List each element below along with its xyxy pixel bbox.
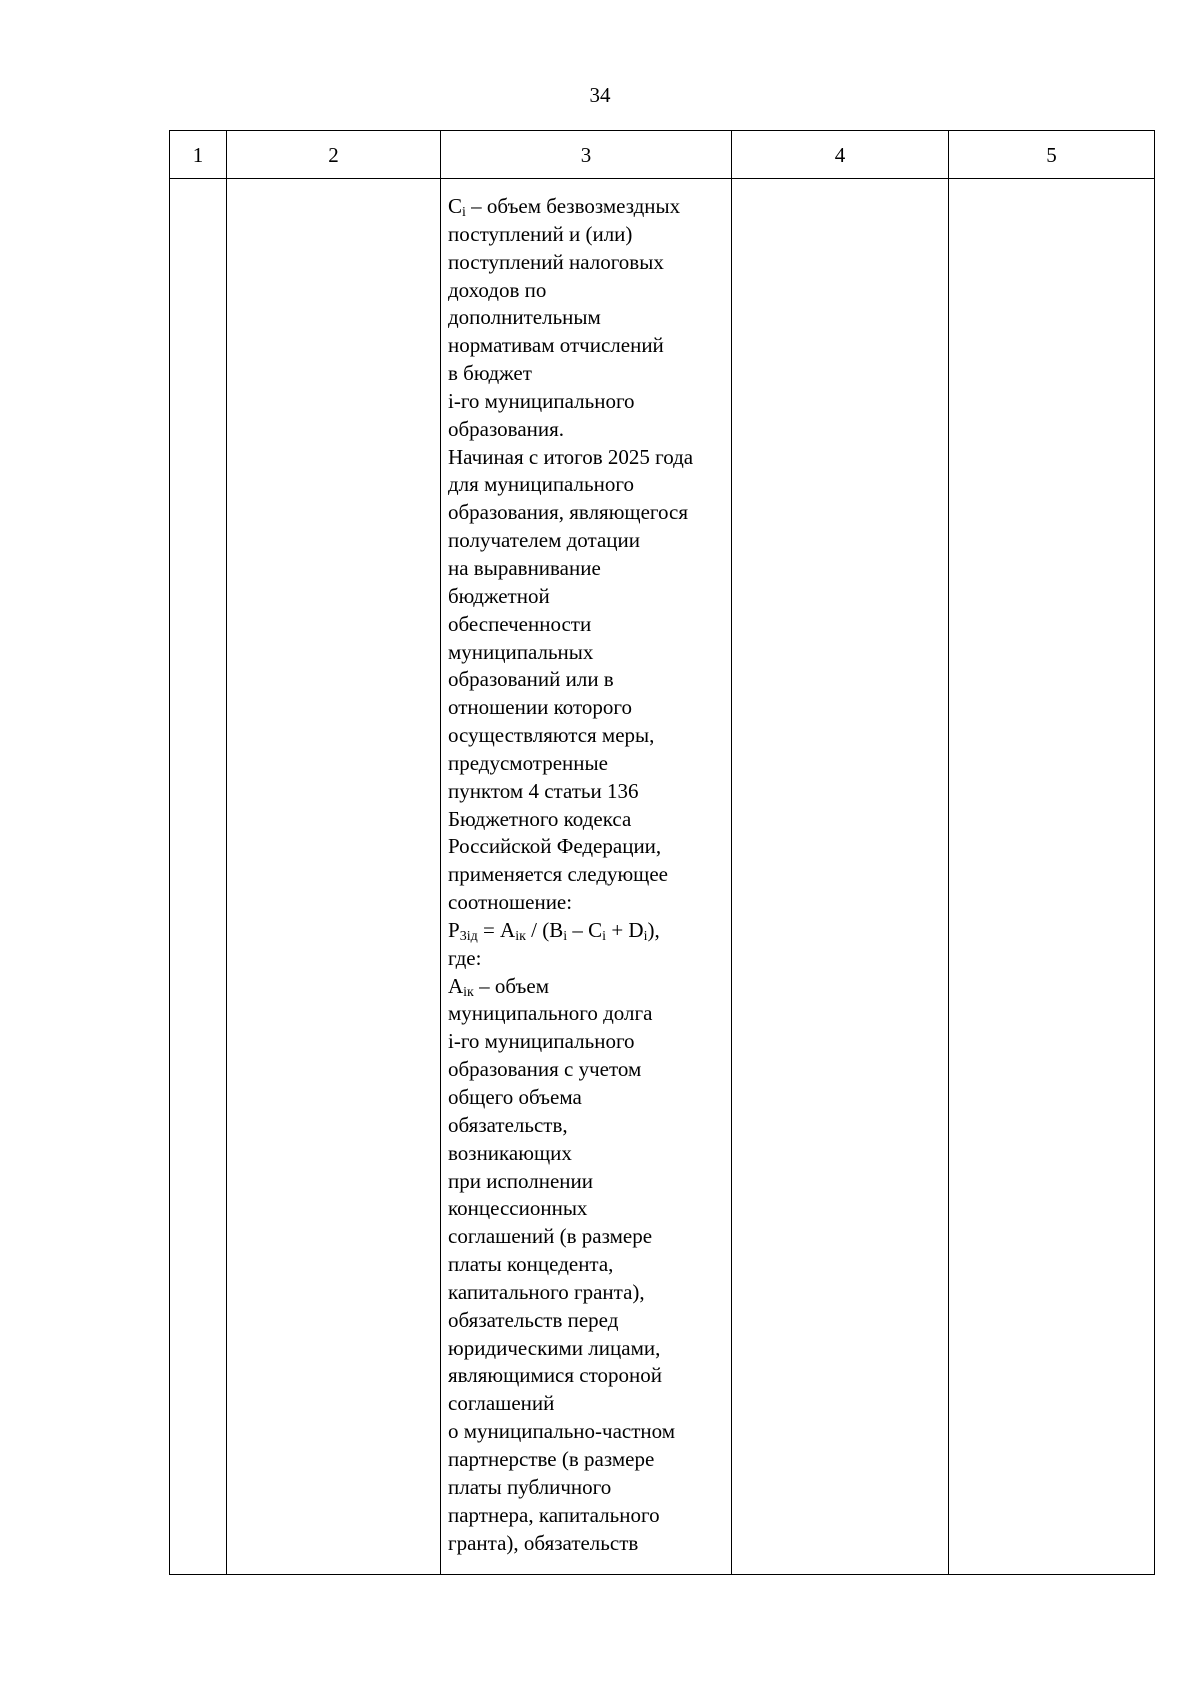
column-header-2: 2	[227, 131, 441, 179]
table-header-row	[170, 131, 1155, 179]
column-header-1: 1	[170, 131, 227, 179]
column-header-4: 4	[732, 131, 949, 179]
formula-d: + D	[606, 917, 644, 942]
formula-c: – C	[567, 917, 603, 942]
formula-d-subscript: i	[643, 928, 648, 944]
variable-a-definition: – объем муниципального долга i-го муниципального образования с учетом общего объема обязательств, возникающих при исполнении концессионных соглашений (в размере платы концедента, капитального гранта), обязательств перед юридическими лицами, являющимися стороной соглашений о муниципально-частном партнерстве (в размере платы публичного партнера, капитального гранта), обязательств	[448, 973, 676, 1555]
table-row	[170, 179, 1155, 1575]
condition-paragraph: Начиная с итогов 2025 года для муниципального образования, являющегося получателем дотации на выравнивание бюджетной обеспеченности муниципальных образований или в отношении которого осуществляются меры, предусмотренные пунктом 4 статьи 136 Бюджетного кодекса Российской Федерации, применяется следующее соотношение:	[448, 444, 694, 915]
formula-close: ),	[647, 917, 660, 942]
formula-where: где:	[448, 945, 482, 970]
formula-p: Р	[448, 917, 460, 942]
formula	[448, 918, 660, 942]
column-header-3: 3	[441, 131, 732, 179]
variable-a: А	[448, 973, 464, 998]
formula-p-subscript: 3ід	[459, 928, 478, 944]
formula-b: / (B	[525, 917, 564, 942]
variable-c-subscript: i	[462, 205, 466, 220]
formula-b-subscript: i	[563, 928, 568, 944]
cell-col-3-text	[441, 179, 731, 1557]
formula-a-subscript: ік	[515, 928, 526, 944]
cell-col-5	[949, 179, 1155, 1575]
cell-col-4	[732, 179, 949, 1575]
cell-col-3	[441, 179, 732, 1575]
formula-a: = А	[477, 917, 516, 942]
variable-a-subscript: ік	[463, 984, 474, 1000]
variable-c-definition: – объем безвозмездных поступлений и (или) поступлений налоговых доходов по дополнительным нормативам отчислений в бюджет i-го муниципального образования.	[448, 194, 681, 441]
formula-c-subscript: i	[602, 928, 607, 944]
page-number: 34	[589, 83, 611, 107]
column-header-5: 5	[949, 131, 1155, 179]
data-table	[169, 130, 1155, 1575]
cell-col-1	[170, 179, 227, 1575]
variable-c: C	[448, 194, 463, 218]
cell-col-2	[227, 179, 441, 1575]
